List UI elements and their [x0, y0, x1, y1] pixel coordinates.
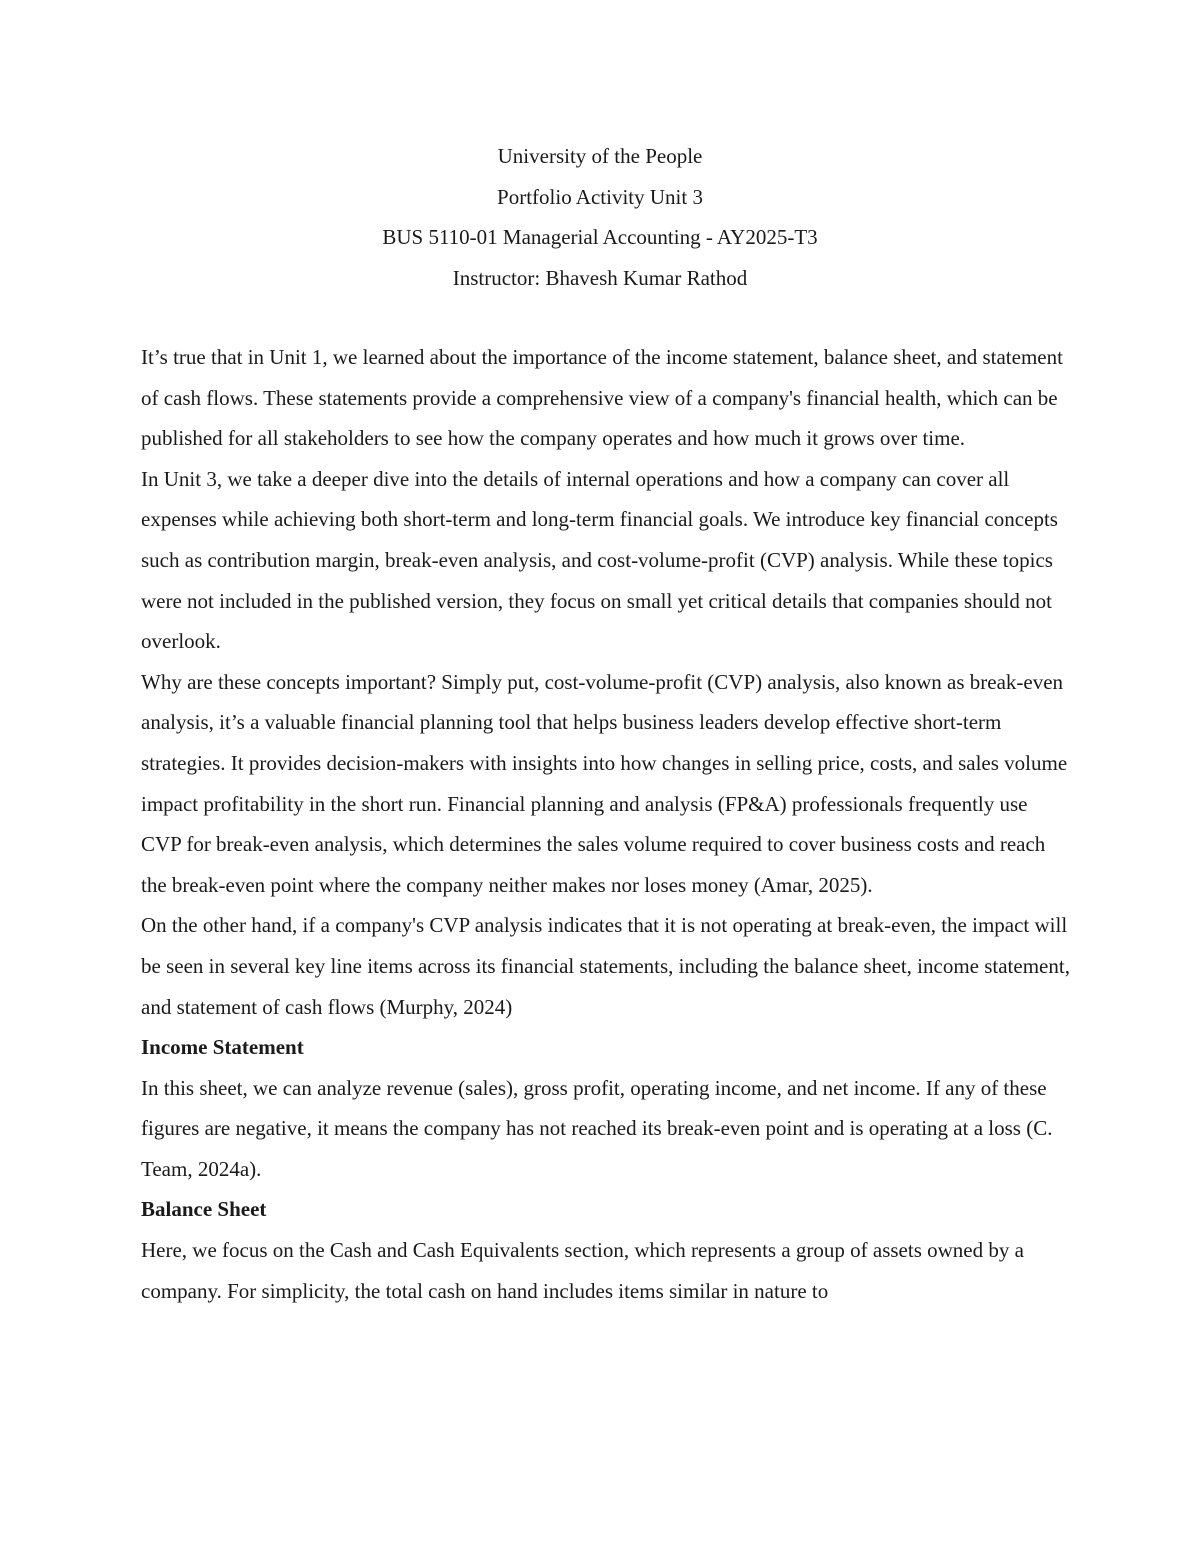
- document-body: [141, 337, 1071, 1311]
- paragraph-impact: On the other hand, if a company's CVP analysis indicates that it is not operating at break-even, the impact will be seen in several key line items across its financial statements, including the balance sheet, income statement, and statement of cash flows (Murphy, 2024): [141, 913, 1070, 1019]
- paragraph-importance: Why are these concepts important? Simply put, cost-volume-profit (CVP) analysis, also known as break-even analysis, it’s a valuable financial planning tool that helps business leaders develop effective short-term strategies. It provides decision-makers with insights into how changes in selling price, costs, and sales volume impact profitability in the short run. Financial planning and analysis (FP&A) professionals frequently use CVP for break-even analysis, which determines the sales volume required to cover business costs and reach the break-even point where the company neither makes nor loses money (Amar, 2025).: [141, 669, 1068, 897]
- course-name: BUS 5110-01 Managerial Accounting - AY2025-T3: [382, 225, 818, 249]
- institution-name: University of the People: [497, 144, 703, 168]
- paragraph-balance-sheet: Here, we focus on the Cash and Cash Equivalents section, which represents a group of assets owned by a company. For simplicity, the total cash on hand includes items similar in nature to: [141, 1238, 1024, 1303]
- paragraph-income-statement: In this sheet, we can analyze revenue (sales), gross profit, operating income, and net income. If any of these figures are negative, it means the company has not reached its break-even point and is operating at a loss (C. Team, 2024a).: [141, 1075, 1053, 1181]
- paragraph-intro: It’s true that in Unit 1, we learned about the importance of the income statement, balance sheet, and statement of cash flows. These statements provide a comprehensive view of a company's financial health, which can be published for all stakeholders to see how the company operates and how much it grows over time.: [141, 345, 1063, 451]
- paragraph-unit3: In Unit 3, we take a deeper dive into the details of internal operations and how a company can cover all expenses while achieving both short-term and long-term financial goals. We introduce key financial concepts such as contribution margin, break-even analysis, and cost-volume-profit (CVP) analysis. While these topics were not included in the published version, they focus on small yet critical details that companies should not overlook.: [141, 466, 1058, 654]
- activity-title: Portfolio Activity Unit 3: [497, 184, 703, 209]
- instructor-name: Instructor: Bhavesh Kumar Rathod: [452, 265, 748, 290]
- heading-balance-sheet: Balance Sheet: [141, 1197, 267, 1222]
- title-block: [0, 136, 1200, 298]
- heading-income-statement: Income Statement: [141, 1035, 304, 1060]
